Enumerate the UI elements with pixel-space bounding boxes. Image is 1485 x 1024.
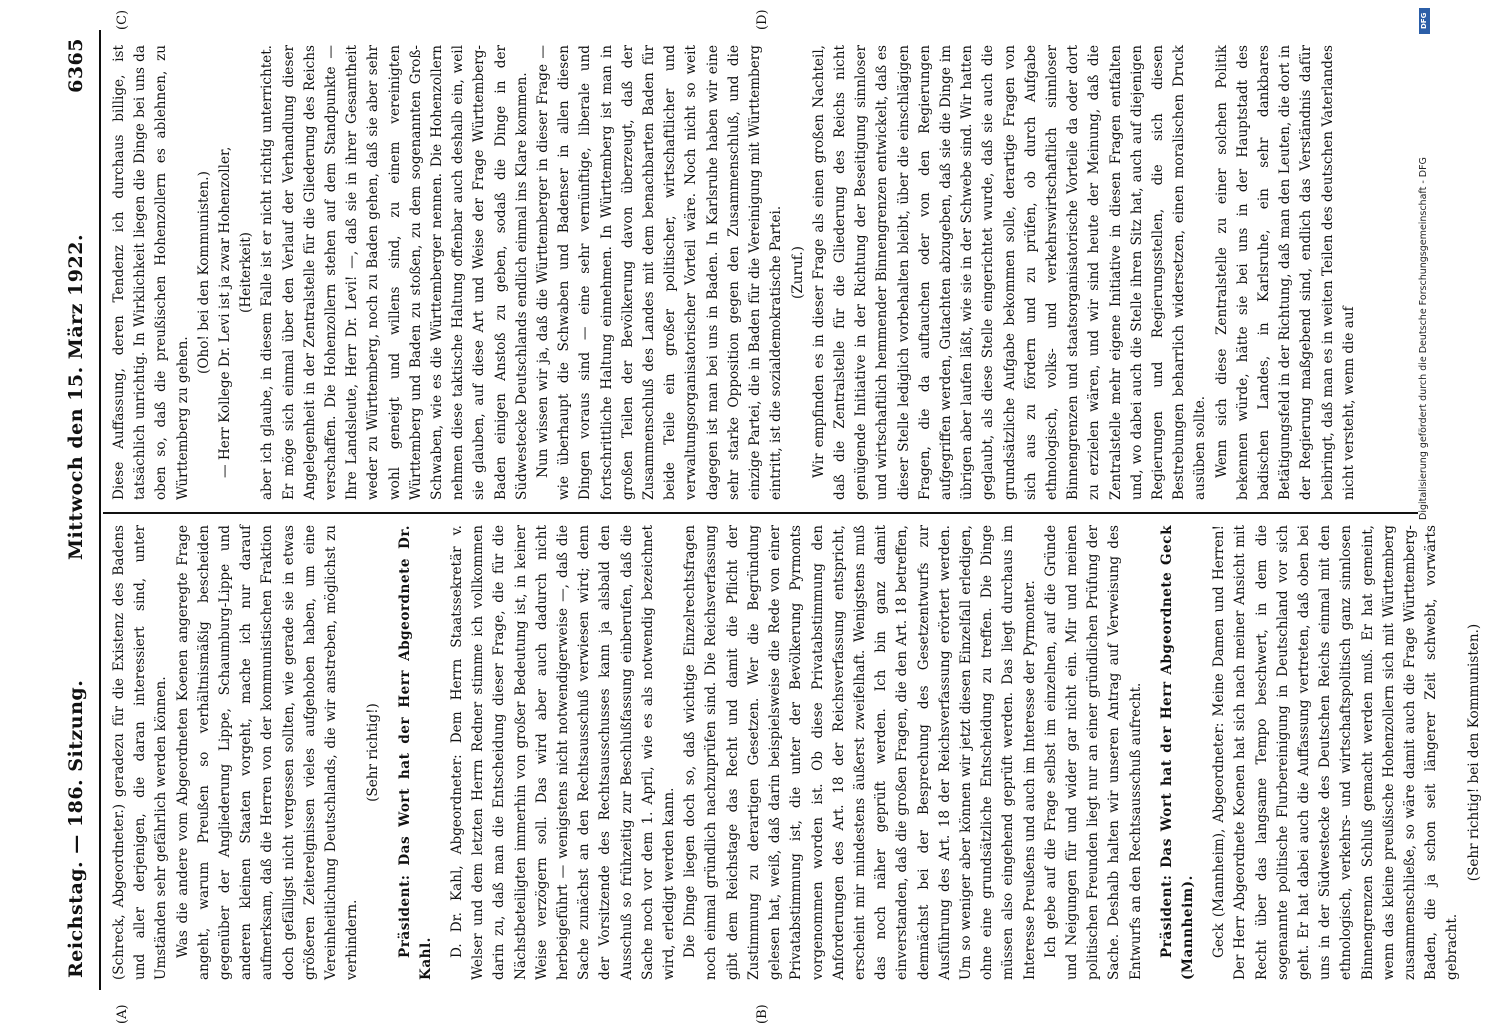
margin-mark-b: (B) [755,1004,770,1024]
paragraph: Ich gebe auf die Frage selbst im einzelnen, auf die Gründe und Neigungen für und wider gar nicht ein. Mir und meinen politischen Freunden liegt nur an einer gründlichen Prüfung der Sache. Deshalb halten wir unseren Antrag auf Verweisung des Entwurfs an den Rechtsausschuß aufrecht. [1042,525,1144,980]
header-date: Mittwoch den 15. März 1922. [65,233,87,560]
paragraph: Wenn sich diese Zentralstelle zu einer solchen Politik bekennen würde, hätte sie bei uns in der Hauptstadt des badischen Landes, in Karlsruhe, ein sehr dankbares Betätigungsfeld in der Richtung, daß man den Leuten, die dort in der Regierung maßgebend sind, endlich das Verständnis dafür beibringt, daß man es in weiten Teilen des deutschen Vaterlandes nicht versteht, wenn die auf [1213,45,1357,500]
paragraph: Was die andere vom Abgeordneten Koenen angeregte Frage angeht, warum Preußen so verhältnismäßig bescheiden gegenüber der Angliederung Lippe, Schaumburg-Lippe und anderen kleinen Staaten vorgeht, mache ich nur darauf aufmerksam, daß die Herren von der kommunistischen Fraktion doch gefälligst nicht vergessen sollten, wie gerade sie in etwas größeren Zeiterelgnissen vieles aufgehoben haben, um eine Vereinheitlichung Deutschlands, die wir anstreben, möglichst zu verhindern. [174,525,361,980]
interjection: (Heiterkeit) [238,232,255,313]
interjection: (Sehr richtig! bei den Kommunisten.) [1465,623,1482,882]
interjection: (Zuruf.) [789,246,806,299]
speaker-paragraph: Präsident: Das Wort hat der Herr Abgeordnete Geck (Mannheim). [1158,525,1196,980]
interjection: (Sehr richtig!) [365,703,382,802]
right-column [109,45,1414,500]
speaker-paragraph: Präsident: Das Wort hat der Herr Abgeordnete Dr. Kahl. [396,525,434,980]
left-column [109,525,1482,980]
margin-mark-d: (D) [755,9,770,30]
paragraph: Die Dinge liegen doch so, daß wichtige Einzelrechtsfragen noch einmal gründlich nachzuprüfen sind. Die Reichsverfassung gibt dem Reichstage das Recht und damit die Pflicht der Zustimmung zu derartigen Gesetzen. Wer die Begründung gelesen hat, weiß, daß darin beispielsweise die Rede von einer Privatabstimmung ist, die unter der Bevölkerung Pyrmonts vorgenommen worden ist. Ob diese Privatabstimmung den Anforderungen des Art. 18 der Reichsverfassung entspricht, erscheint mir mindestens äußerst zweifelhaft. Wenigstens muß das noch näher geprüft werden. Ich bin ganz damit einverstanden, daß die großen Fragen, die den Art. 18 betreffen, demnächst bei der Besprechung des Gesetzentwurfs zur Ausführung des Art. 18 der Reichsverfassung erörtert werden. Um so weniger aber können wir jetzt diesen Einzelfall erledigen, ohne eine grundsätzliche Entscheidung zu treffen. Die Dinge müssen also eingehend geprüft werden. Das liegt durchaus im Interesse Preußens und auch im Interesse der Pyrmonter. [682,525,1038,980]
interjection: (Oho! bei den Kommunisten.) [195,171,212,374]
header-session: Reichstag. — 186. Sitzung. [65,679,87,978]
funding-note: Digitalisierung gefördert durch die Deutsche Forschungsgemeinschaft - DFG [1418,157,1429,520]
paragraph: Nun wissen wir ja, daß die Württemberger in dieser Frage — wie überhaupt die Schwaben und Badenser in allen diesen Dingen voraus sind — eine sehr vernünftige, liberale und fortschrittliche Haltung einnehmen. In Württemberg ist man in großen Teilen der Bevölkerung davon überzeugt, daß der Zusammenschluß des Landes mit dem benachbarten Baden für beide Teile ein großer politischer, wirtschaftlicher und verwaltungsorganisatorischer Vorteil wäre. Noch nicht so weit dagegen ist man bei uns in Baden. In Karlsruhe haben wir eine sehr starke Opposition gegen den Zusammenschluß, und die einzige Partei, die in Baden für die Vereinigung mit Württemberg eintritt, ist die sozialdemokratische Partei. [535,45,785,500]
margin-mark-c: (C) [115,9,130,30]
paragraph: (Schreck, Abgeordneter.) geradezu für die Existenz des Badens und aller derjenigen, die daran interessiert sind, unter Umständen sehr gefährlich werden können. [111,525,170,980]
header-page-number: 6365 [65,38,87,93]
margin-mark-a: (A) [115,1004,130,1024]
column-divider [103,512,1418,514]
paragraph: — Herr Kollege Dr. Levi ist ja zwar Hohenzoller, [217,146,234,478]
paragraph: Diese Auffassung, deren Tendenz ich durchaus billige, ist tatsächlich unrichtig. In Wirklichkeit liegen die Dinge bei uns da oben so, daß die preußischen Hohenzollern es ablehnen, zu Württemberg zu gehen. [111,45,191,500]
page-header [55,30,101,990]
paragraph: aber ich glaube, in diesem Falle ist er nicht richtig unterrichtet. Er möge sich einmal über den Verlauf der Verhandlung dieser Angelegenheit in der Zentralstelle für die Gliederung des Reichs verschaffen. Die Hohenzollern stehen auf dem Standpunkte — Ihre Landsleute, Herr Dr. Levi! —, daß sie in ihrer Gesamtheit weder zu Württemberg, noch zu Baden gehen, daß sie aber sehr wohl geneigt und willens sind, zu einem vereinigten Württemberg und Baden zu stoßen, zu dem sogenannten Groß-Schwaben, wie es die Württemberger nennen. Die Hohenzollern nehmen diese taktische Haltung offenbar auch deshalb ein, weil sie glauben, auf diese Art und Weise der Frage Württemberg-Baden einigen Anstoß zu geben, sodaß die Dinge in der Südwestecke Deutschlands endlich einmal ins Klare kommen. [259,45,530,500]
paragraph: D. Dr. Kahl, Abgeordneter: Dem Herrn Staatssekretär v. Welser und dem letzten Herrn Redner stimme ich vollkommen darin zu, daß man die Entscheidung dieser Frage, die für die Nächstbeteiligten immerhin von großer Bedeutung ist, in keiner Weise verzögern soll. Das wird aber auch dadurch nicht herbeigeführt — wenigstens nicht notwendigerweise —, daß die Sache zunächst an den Rechtsausschuß verwiesen wird; denn der Vorsitzende des Rechtsausschusses kann ja alsbald den Ausschuß so frühzeitig zur Beschlußfassung einberufen, daß die Sache noch vor dem 1. April, wie es als notwendig bezeichnet wird, erledigt werden kann. [449,525,678,980]
paragraph: Geck (Mannheim), Abgeordneter: Meine Damen und Herren! Der Herr Abgeordnete Koenen hat sich nach meiner Ansicht mit Recht über das langsame Tempo beschwert, in dem die sogenannte politische Flurbereinigung in Deutschland vor sich geht. Er hat dabei auch die Auffassung vertreten, daß oben bei uns in der Südwestecke des Deutschen Reichs einmal mit den ethnologisch, verkehrs- und wirtschaftspolitisch ganz sinnlosen Binnengrenzen Schluß gemacht werden muß. Er hat gemeint, wenn das kleine preußische Hohenzollern sich mit Württemberg zusammenschließe, so wäre damit auch die Frage Württemberg-Baden, die ja schon seit längerer Zeit schwebt, vorwärts gebracht. [1211,525,1461,980]
dfg-logo: DFG [1419,8,1430,34]
paragraph: Wir empfinden es in dieser Frage als einen großen Nachteil, daß die Zentralstelle für die Gliederung des Reichs nicht genügende Initiative in der Richtung der Beseitigung sinnloser und wirtschaftlich hemmender Binnengrenzen entwickelt, daß es dieser Stelle lediglich vorbehalten bleibt, über die einschlägigen Fragen, die da auftauchen oder von den Regierungen aufgegriffen werden, Gutachten abzugeben, daß sie die Dinge im übrigen aber laufen läßt, wie sie in der Schwebe sind. Wir hatten geglaubt, als diese Stelle eingerichtet wurde, daß sie auch die grundsätzliche Aufgabe bekommen solle, derartige Fragen von sich aus zu fördern und zu prüfen, ob durch Aufgabe ethnologisch, volks- und verkehrswirtschaftlich sinnloser Binnengrenzen und staatsorganisatorische Vorteile da oder dort zu erzielen wären, und wir sind heute der Meinung, daß die Zentralstelle mehr eigene Initiative in diesen Fragen entfalten und, wo dabei auch die Stelle ihren Sitz hat, auch auf diejenigen Regierungen und Regierungsstellen, die sich diesen Bestrebungen beharrlich widersetzen, einen moralischen Druck ausüben sollte. [810,45,1209,500]
